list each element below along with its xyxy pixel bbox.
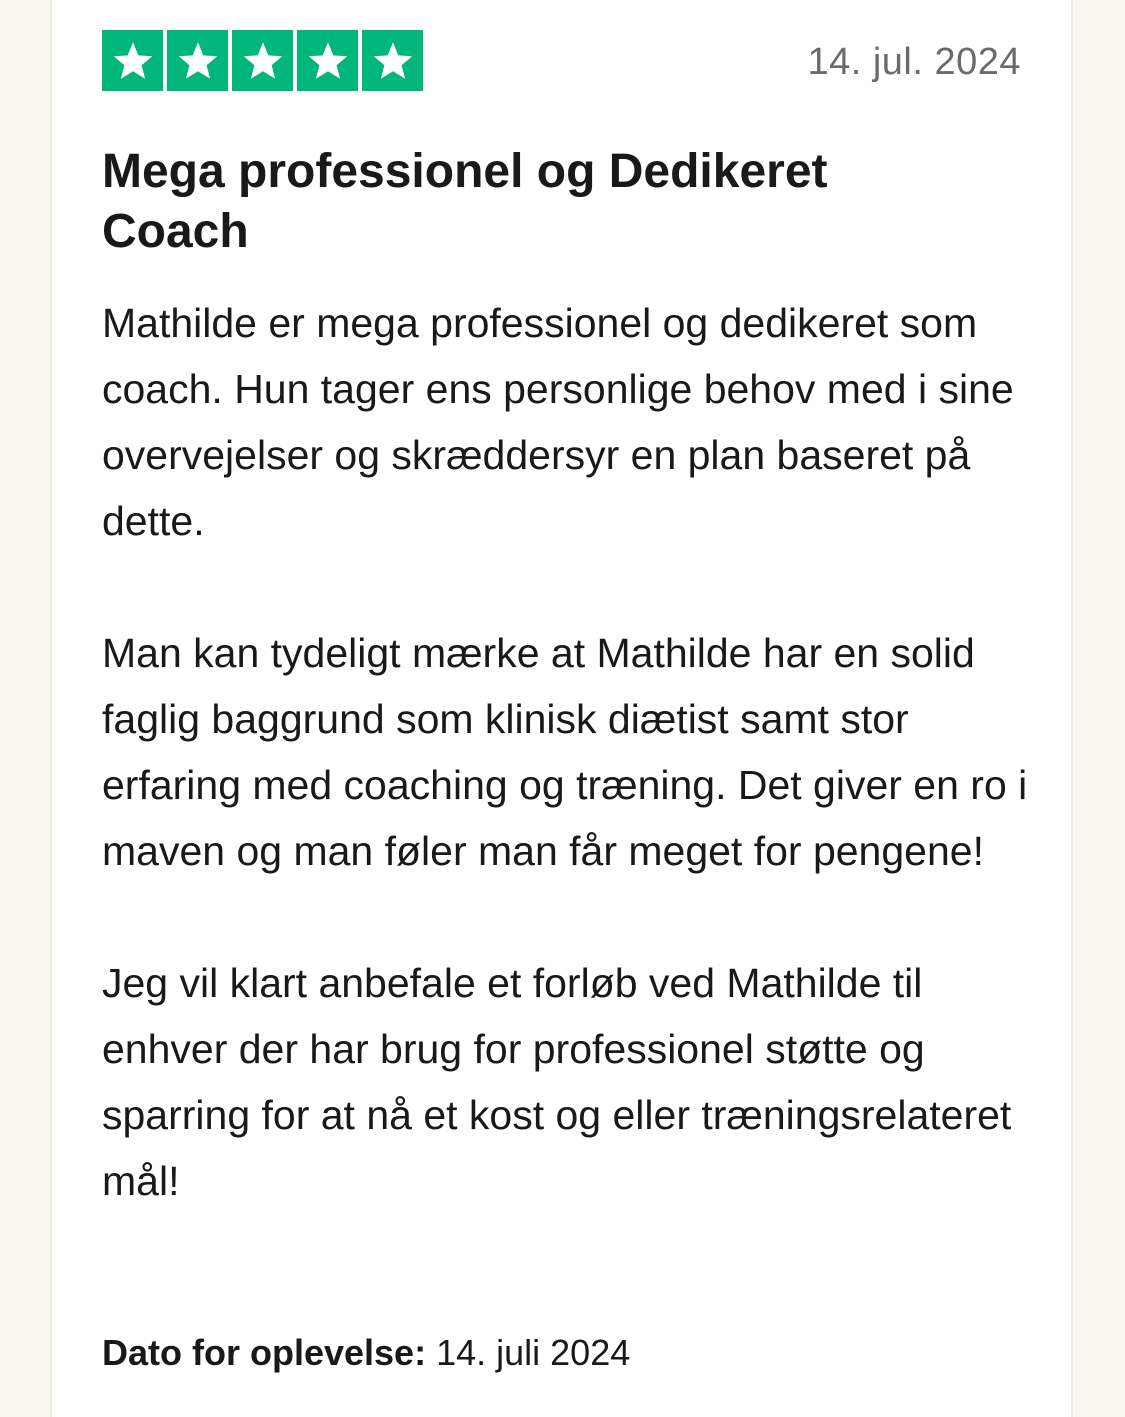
review-paragraph: Man kan tydeligt mærke at Mathilde har en solid faglig baggrund som klinisk diætist samt stor erfaring med coaching og træning. Det giver en ro i maven og man føler man får meget for pengene! — [102, 630, 1028, 874]
experience-date — [102, 1330, 630, 1376]
star-rating — [102, 30, 423, 91]
star-icon — [167, 30, 228, 91]
review-body — [102, 290, 1042, 1280]
review-paragraph: Mathilde er mega professionel og dedikeret som coach. Hun tager ens personlige behov med i sine overvejelser og skræddersyr en plan baseret på dette. — [102, 300, 1014, 544]
star-icon — [297, 30, 358, 91]
star-icon — [362, 30, 423, 91]
review-paragraph: Jeg vil klart anbefale et forløb ved Mathilde til enhver der har brug for professionel støtte og sparring for at nå et kost og eller træningsrelateret mål! — [102, 960, 1012, 1204]
review-title[interactable]: Mega professionel og Dedikeret Coach — [102, 145, 828, 258]
star-icon — [232, 30, 293, 91]
experience-date-value: 14. juli 2024 — [436, 1332, 631, 1373]
review-date: 14. jul. 2024 — [807, 41, 1021, 83]
experience-date-label: Dato for oplevelse: — [102, 1332, 427, 1373]
star-icon — [102, 30, 163, 91]
review-card — [50, 0, 1073, 1417]
